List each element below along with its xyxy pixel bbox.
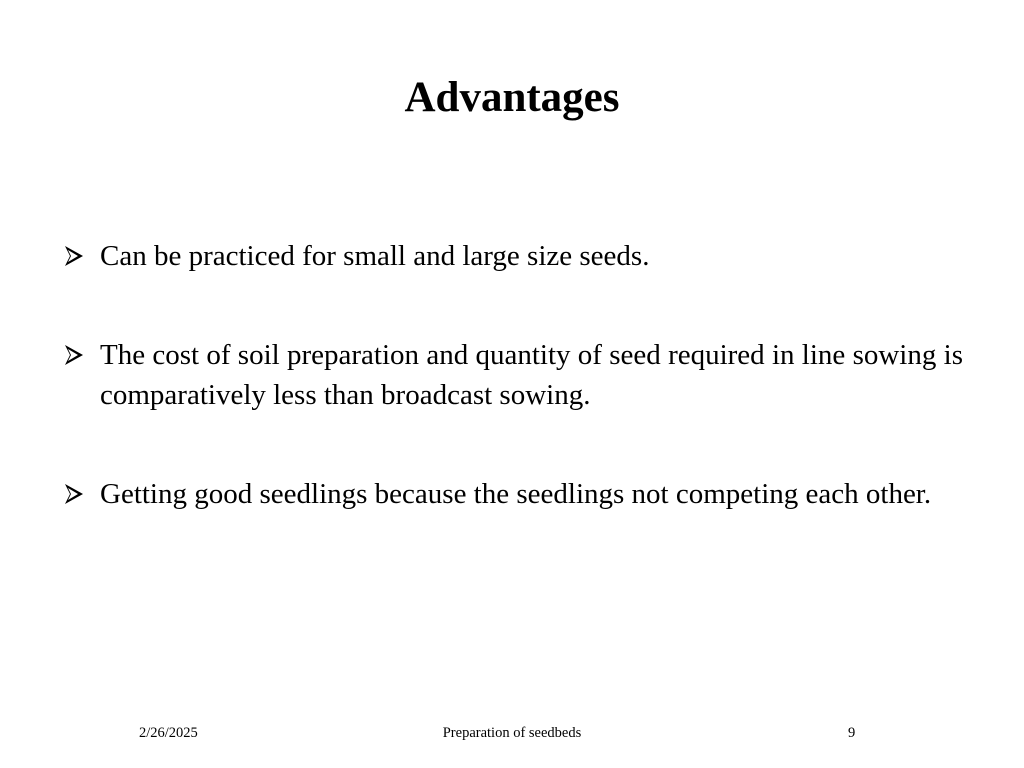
bullet-text: Can be practiced for small and large size seeds. [100,240,650,272]
arrowhead-bullet-icon [64,483,84,505]
bullet-item [62,474,963,514]
bullet-text: Getting good seedlings because the seedlings not competing each other. [100,478,932,510]
arrowhead-bullet-icon [64,245,84,267]
bullet-item [62,335,963,415]
bullet-text: The cost of soil preparation and quantity of seed required in line sowing is comparatively less than broadcast sowing. [100,339,963,411]
page-number: 9 [848,725,856,741]
footer-date: 2/26/2025 [139,725,198,741]
bullet-list [62,236,963,573]
arrowhead-bullet-icon [64,344,84,366]
bullet-item [62,236,963,276]
slide-title: Advantages [404,74,620,121]
footer-title: Preparation of seedbeds [442,725,582,741]
